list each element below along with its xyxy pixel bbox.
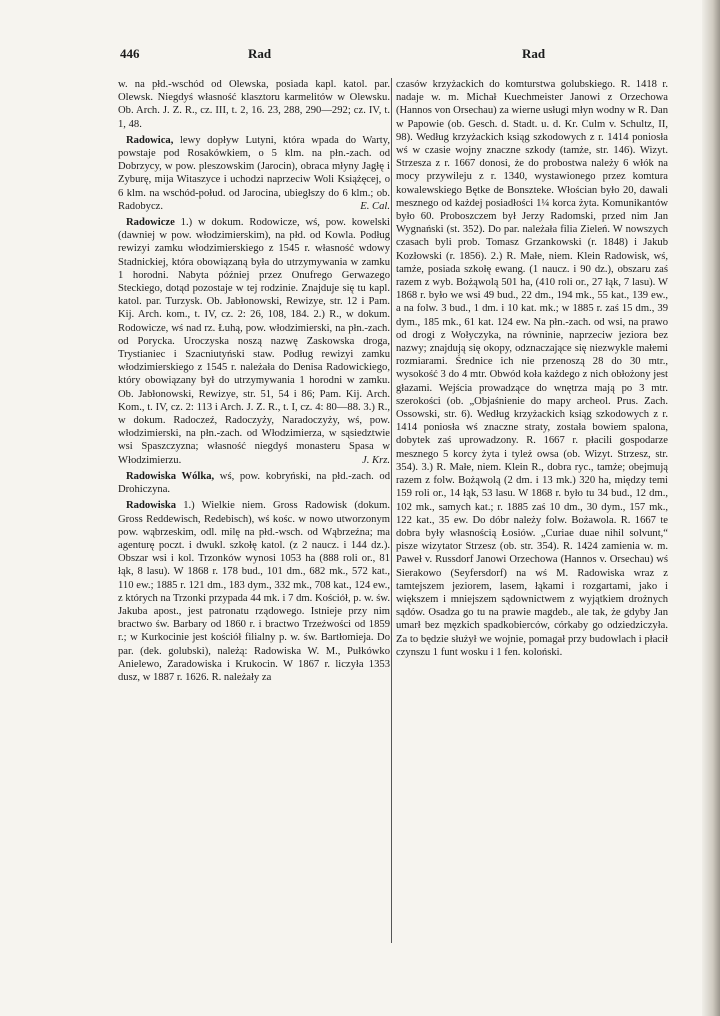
column-divider [391, 78, 392, 943]
entry-signature: J. Krz. [362, 454, 390, 466]
entry-text: 1.) Wielkie niem. Gross Radowisk (dokum. Gross Reddewisch, Redebisch), wś kośc. w nowo utworzonym pow. wąbrzeskim, odl. milę na płd.-wsch. od Wąbrzeźna; ma agenturę poczt. i dwukl. szkołę katol. (z 2 naucz. i 144 dz.). Obszar wsi i kol. Trzonków wynosi 1053 ha (888 roli or., 81 łąk, 8 lasu). W 1868 r. 178 bud., 101 dm., 682 mk., 572 kat., 110 ew.; 1885 r. 121 dm., 183 dym., 332 mk., 708 kat., 124 ew., z których na Trzonki przypada 44 mk. i 7 dm. Kościół, p. w. św. Jakuba apost., jest patronatu rządowego. Istnieje przy nim bractwo św. Barbary od 1860 r. i bractwo Trzeźwości od 1859 r.; w Kurkocinie jest kościół filialny p. w. św. Bartłomieja. Do par. (dek. golubski), należą: Radowiska W. M., Pułkówko Anielewo, Zaradowiska i Krukocin. W 1867 r. liczyła 1353 dusz, w 1887 r. 1626. R. należały za [118, 500, 390, 683]
entry-text: czasów krzyżackich do komturstwa golubskiego. R. 1418 r. nadaje w. m. Michał Kuechmeister Janowi z Orzechowa (Hannos von Orsechau) za wierne usługi młyn wodny w R. Dan w Papowie (ob. Gesch. d. Stadt. u. d. Kr. Culm v. Schultz, II, 98). Według krzyżackich ksiąg szkodowych z r. 1414 poniosła wś w czasie wojny znaczne szkody (tamże, str. 146). Wizyt. Strzesza z r. 1667 donosi, że do probostwa należy 6 włók na mocy przywileju z r. 1340, wystawionego przez komtura kowalewskiego Bętke de Bonszteke. Włościan było 20, dawali mesznego od każdej posiadłości 1¼ korca żyta. Komunikantów było 60. Proboszczem był Jerzy Radomski, przed nim Jan Wygnański (st. 352). Do par. należała filia Zieleń. W nowszych czasach byli prob. Tomasz Grzankowski (r. 1848) i Jakub Kozłowski (r. 1856). 2.) R. Małe, niem. Klein Radowisk, wś, tamże, posiada szkołę ewang. (1 naucz. i 90 dz.), obszaru zaś razem z wyb. Bożąwolą 501 ha, (410 roli or., 27 łąk, 7 lasu). W 1868 r. było we wsi 49 bud., 22 dm., 194 mk., 55 kat., 139 ew., a na folw. 3 bud., 1 dm. i 10 kat. mk.; w 1885 r. zaś 15 dm., 39 dym., 185 mk., 61 kat. 124 ew. Na płn.-zach. od wsi, na prawo od drogi z Wołyczyka, na równinie, naprzeciw jeziora bez nazwy; znajdują się okopy, odznaczające się niezwykle małemi rozmiarami. Średnice ich nie przenoszą 28 do 30 mtr., wysokość 3 do 4 mtr. Obwód koła każdego z nich obłożony jest głazami. Wejścia prowadzące do wnętrza mają po 3 mtr. szerokości (ob. „Objaśnienie do mapy archeol. Prus. Zach. Ossowski, str. 6). Według krzyżackich ksiąg szkodowych z r. 1414 poniosła wś znaczne straty, została bowiem spalona, dobytek zaś uprowadzony. R. 1667 r. płacili gospodarze mesznego 5 korcy żyta i tyleż owsa (ob. Wizyt. Strzesz, str. 354). 3.) R. Małe, niem. Klein R., dobra ryc., tamże; obejmują razem z folw. Bożąwolą (2 dm. i 13 mk.) 320 ha, między temi 159 roli or., 14 łąk, 53 lasu. W 1868 r. było tu 34 bud., 12 dm., 102 mk., samych kat.; r. 1885 zaś 10 dm., 30 dym., 157 mk., 122 kat., 35 ew. Do dóbr należy folw. Bożawola. R. 1667 te dobra były własnością Łosiów. „Curiae duae nihil solvunt,“ pisze wizytator Strzesz (ob. str. 354). R. 1424 zamienia w. m. Paweł v. Russdorf Janowi Orzechowa (Hannos v. Orsechau) wś Sierakowo (Seyfersdorf) na wś M. Radowiska wraz z tamtejszem jeziorem, lasem, łąkami i rozgartami, jako i większem i mniejszem sądownictwem z wyjątkiem drożnych sądów. Osadza go tu na prawie magdeb., ale tak, że gdyby Jan umarł bez męzkich spadkobierców, córkaby go odziedziczyła. Za to będzie służył we wojnie, pomagał przy budowlach i płacił czynszu 1 funt wosku i 1 fen. koloński. [396, 79, 668, 658]
entry-continuation [396, 78, 668, 659]
entry-radowicze [118, 216, 390, 467]
right-column [396, 78, 668, 662]
page-gutter-shadow [702, 0, 720, 1016]
entry-headword: Radowica, [126, 134, 174, 146]
entry-text: lewy dopływ Lutyni, która wpada do Warty, powstaje pod Rosakówkiem, o 5 klm. na płn.-zach. od Dobrzycy, w pow. pleszowskim (Jarocin), obraca młyny Jagłę i Zyburę, mija Witaszyce i uchodzi naprzeciw Woli Książęcej, o 6 klm. na wschód-połud. od Jarocina, ubiegłszy do 6 klm.; ob. Radobycz. [118, 134, 390, 212]
left-column [118, 78, 390, 687]
entry-headword: Radowiska [126, 500, 177, 512]
page-number: 446 [120, 46, 140, 61]
entry-headword: Radowicze [126, 217, 175, 229]
entry-radowiska-wolka [118, 470, 390, 496]
entry-text: wś, pow. kobryński, na płd.-zach. od Drohiczyna. [118, 470, 391, 496]
running-head-right: Rad [522, 46, 546, 61]
entry-signature: E. Cal. [360, 200, 390, 212]
entry-continuation: w. na płd.-wschód od Olewska, posiada kapl. katol. par. Olewsk. Niegdyś własność klasztoru karmelitów w Olewsku. Ob. Arch. J. Z. R., cz. III, t. 2, 16. 23, 288, 290—292; cz. IV, t. 1, 48. [118, 79, 390, 130]
entry-radowiska [118, 499, 390, 684]
entry-headword: Radowiska Wólka, [126, 470, 215, 482]
entry-radowica [118, 134, 390, 213]
entry-text: 1.) w dokum. Rodowicze, wś, pow. kowelski (dawniej w pow. włodzimierskim), na płd. od Kowla. Podług rewizyi zamku włodzimierskiego z 1545 r. własność wdowy Stadnickiej, która obowiązaną była do utrzymywania w zamku 1 horodni. Nabyta później przez Onufrego Gerwazego Steckiego, dotąd pozostaje w tej rodzinie. Znajduje się tu kapl. katol. par. Turzysk. Ob. Jabłonowski, Rewizye, str. 12 i Pam. Kij. Arch. kom., t. IV, cz. 2: 26, 108, 184. 2.) R., w dokum. Rodowicze, wś nad rz. Łuhą, pow. włodzimierski, na płn.-zach. od Porycka. Uroczyska noszą nazwę Zaskowska droga, Trystianiec i Szacniutyński staw. Podług rewizyi zamku włodzimierskiego z 1545 r. należała do Denisa Radowickiego, który obowiązany był do utrzymywania 1 horodni w zamku. Ob. Jabłonowski, Rewizye, str. 51, 54 i 86; Pam. Kij. Arch. Kom., t. IV, cz. 2: 113 i Arch. J. Z. R., t. I, cz. 4: 80—88. 3.) R., w dokum. Radoczeź, Radoczyży, Naradoczyży, wś, pow. włodzimierski, na płn.-zach. od Włodzimierza, w sąsiedztwie wsi Spaszczyzna; własność niegdyś monasteru Spasa w Włodzimierzu. [118, 217, 390, 466]
running-head-left: Rad [248, 46, 272, 61]
page-header [120, 46, 550, 66]
